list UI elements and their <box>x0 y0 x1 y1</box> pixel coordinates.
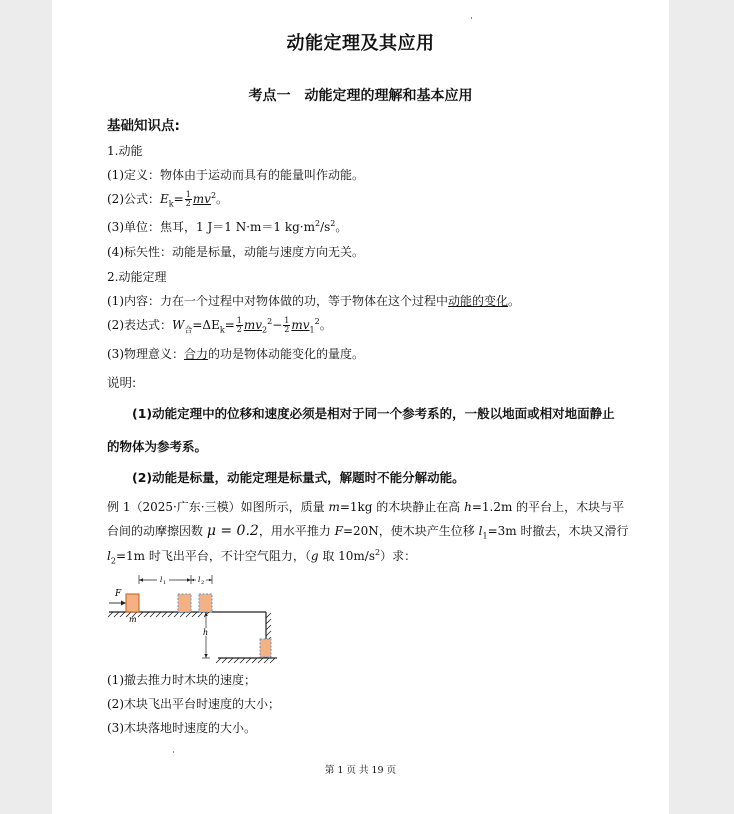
ex-l2c: =20N，使木块产生位移 <box>342 524 479 538</box>
kinetic-scalar: (4)标矢性：动能是标量，动能与速度方向无关。 <box>107 245 364 259</box>
question-2: (2)木块飞出平台时速度的大小； <box>107 697 280 711</box>
speck-mark-2 <box>173 751 174 753</box>
ex-l1-sub: 1 <box>482 531 488 541</box>
expr-v1-sub: 1 <box>309 325 315 335</box>
ex-l3b: =1m 时飞出平台，不计空气阻力，（ <box>115 549 311 563</box>
formula-end: 。 <box>216 192 229 206</box>
ex-l2: l <box>107 549 111 563</box>
block-landed <box>260 639 271 657</box>
page-footer: 第 1 页 共 19 页 <box>324 765 397 776</box>
half-den: 2 <box>185 199 191 208</box>
speck-mark <box>471 17 472 19</box>
unit-text: (3)单位：焦耳，1 J＝1 N·m＝1 kg·m <box>107 220 315 234</box>
ex-mu: μ = 0.2 <box>206 523 259 539</box>
label-l1-sub: 1 <box>163 580 167 586</box>
example-figure <box>107 572 277 664</box>
ex-l1b: =1kg 的木块静止在高 <box>339 500 465 514</box>
unit-end: 。 <box>335 220 348 234</box>
theorem-expression <box>107 316 332 335</box>
label-F: F <box>115 589 122 599</box>
content-underlined: 动能的变化 <box>448 294 509 308</box>
expr-frac2-num: 1 <box>284 316 290 325</box>
ex-g: g <box>310 549 319 563</box>
expr-w: W <box>172 318 185 332</box>
note-1a: (1)动能定理中的位移和速度必须是相对于同一个参考系的，一般以地面或相对地面静止 <box>132 406 615 421</box>
expr-frac1-num: 1 <box>236 316 242 325</box>
meaning-suffix: 的功是物体动能变化的量度。 <box>208 347 365 361</box>
unit-exp1: 2 <box>315 219 321 228</box>
formula-mv: mv <box>192 192 211 206</box>
theorem-heading: 2.动能定理 <box>107 270 167 284</box>
ex-h: h <box>464 500 472 514</box>
theorem-content <box>107 292 520 309</box>
expr-k: k <box>219 325 225 335</box>
label-h: h <box>203 628 209 637</box>
question-3: (3)木块落地时速度的大小。 <box>107 721 256 735</box>
section-text: 动能定理的理解和基本应用 <box>304 88 473 104</box>
label-l1: l <box>160 575 163 584</box>
ex-l1c: =1.2m 的平台上，木块与平 <box>471 500 625 514</box>
block-initial <box>126 594 139 612</box>
block-at-edge <box>199 594 212 612</box>
section-title <box>52 85 669 105</box>
unit-exp2: 2 <box>330 219 336 228</box>
notes-heading: 说明: <box>107 375 137 390</box>
kinetic-definition: (1)定义：物体由于运动而具有的能量叫作动能。 <box>107 168 364 182</box>
kinetic-heading: 1.动能 <box>107 144 143 158</box>
block-after-push <box>178 594 191 612</box>
half-fraction <box>185 191 192 208</box>
example-line-2 <box>107 522 628 540</box>
formula-eq: = <box>173 192 184 206</box>
expr-minus: − <box>272 318 283 332</box>
ex-F: F <box>334 524 343 538</box>
unit-mid: /s <box>320 220 331 234</box>
expr-w-sub: 合 <box>184 325 193 335</box>
label-m: m <box>129 615 137 624</box>
document-page <box>52 0 669 814</box>
ex-l1a: 例 1（2025·广东·三模）如图所示，质量 <box>107 500 329 514</box>
ex-l2-sub: 2 <box>110 556 116 566</box>
expr-mv1: mv <box>291 318 310 332</box>
meaning-underlined: 合力 <box>184 347 209 361</box>
force-arrowhead <box>121 601 126 606</box>
note-2: (2)动能是标量，动能定理是标量式，解题时不能分解动能。 <box>132 470 465 485</box>
page-title: 动能定理及其应用 <box>286 33 435 54</box>
ex-l3-exp: 2 <box>375 548 381 557</box>
example-line-3 <box>107 547 416 565</box>
formula-e: E <box>160 192 169 206</box>
ex-l2d: =3m 时撤去，木块又滑行 <box>487 524 629 538</box>
label-l2-sub: 2 <box>201 580 205 586</box>
formula-exp: 2 <box>210 191 217 200</box>
expr-frac2 <box>283 317 290 334</box>
expr-frac1 <box>236 317 243 334</box>
expr-eq: = <box>224 318 235 332</box>
expr-v2-sub: 2 <box>262 325 268 335</box>
label-l2: l <box>198 575 201 584</box>
basics-heading: 基础知识点: <box>107 118 180 134</box>
kinetic-unit <box>107 218 347 235</box>
ex-l1: l <box>478 524 483 538</box>
expr-frac1-den: 2 <box>236 325 242 334</box>
kinetic-formula <box>107 190 228 208</box>
expr-end: 。 <box>319 318 332 332</box>
content-prefix: (1)内容：力在一个过程中对物体做的功，等于物体在这个过程中 <box>107 294 449 308</box>
formula-e-sub: k <box>168 199 174 209</box>
expr-label: (2)表达式： <box>107 318 172 332</box>
formula-label: (2)公式： <box>107 192 160 206</box>
ex-m: m <box>328 500 340 514</box>
expr-mid: =ΔE <box>192 318 220 332</box>
ex-l3c: 取 10m/s <box>318 549 375 563</box>
expr-v2-sq: 2 <box>267 317 273 326</box>
content-end: 。 <box>508 294 521 308</box>
section-label: 考点一 <box>248 88 291 104</box>
expr-v1-sq: 2 <box>314 317 320 326</box>
note-1b: 的物体为参考系。 <box>107 439 208 454</box>
half-num: 1 <box>185 190 191 199</box>
example-line-1 <box>107 498 624 515</box>
meaning-prefix: (3)物理意义： <box>107 347 184 361</box>
ex-l2a: 台间的动摩擦因数 <box>107 524 207 538</box>
ex-l2b: ，用水平推力 <box>258 524 335 538</box>
question-1: (1)撤去推力时木块的速度； <box>107 673 256 687</box>
theorem-meaning <box>107 345 364 362</box>
expr-frac2-den: 2 <box>284 325 290 334</box>
ex-l3d: ）求： <box>380 549 417 563</box>
expr-mv2: mv <box>243 318 263 332</box>
